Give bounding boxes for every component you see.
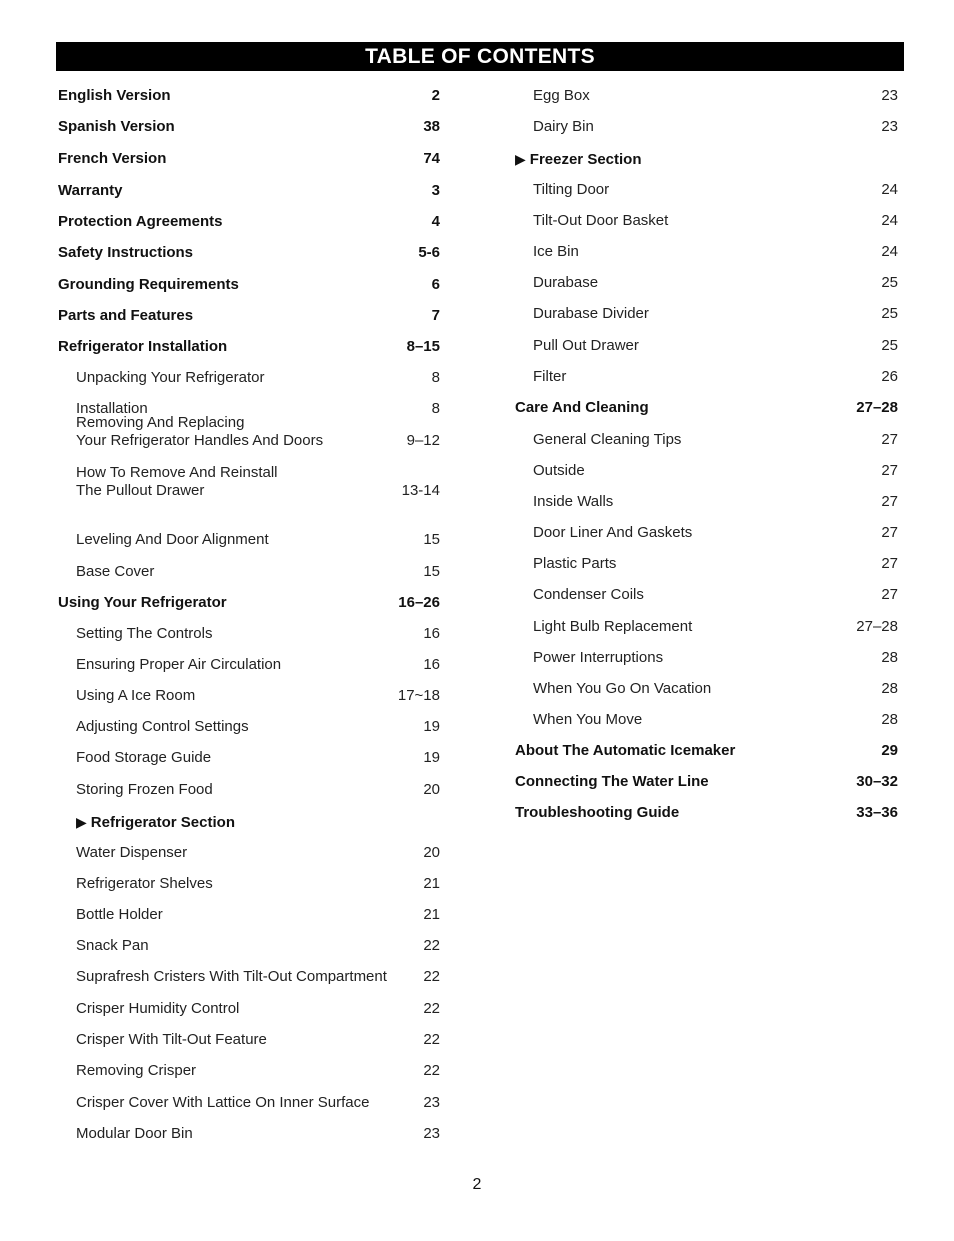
toc-sub-entry [58,1000,440,1018]
toc-sub-entry [58,937,440,955]
toc-entry-page: 38 [423,118,440,135]
toc-sub-entry [58,1125,440,1143]
toc-entry-label: English Version [58,87,171,104]
toc-entry-label: Connecting The Water Line [515,773,709,790]
toc-entry-label: Unpacking Your Refrigerator [76,369,265,386]
toc-entry [515,742,898,760]
toc-entry-label: Grounding Requirements [58,276,239,293]
toc-entry-page: 27 [881,431,898,448]
toc-entry-label: Troubleshooting Guide [515,804,680,821]
toc-sub-entry [515,87,898,105]
toc-sub-entry [58,625,440,643]
toc-sub-entry [58,781,440,799]
toc-entry-page: 30–32 [856,773,898,790]
toc-entry-label: Adjusting Control Settings [76,718,249,735]
toc-entry-page: 27 [881,462,898,479]
toc-entry-page: 3 [431,182,440,199]
toc-entry-page: 22 [423,1062,440,1079]
toc-entry-page: 15 [423,531,440,548]
toc-entry-label: Using Your Refrigerator [58,594,227,611]
toc-entry-label: Egg Box [533,87,590,104]
toc-sub-entry [58,906,440,924]
toc-entry-label: Refrigerator Installation [58,338,228,355]
toc-sub-entry [515,649,898,667]
toc-entry-label [58,813,235,832]
toc-entry-label: Care And Cleaning [515,399,649,416]
toc-entry-label: Installation [76,400,148,417]
toc-entry [515,399,898,417]
toc-entry [58,594,440,612]
toc-entry-page: 16 [423,625,440,642]
toc-entry-page: 9–12 [406,432,440,449]
toc-section-label: Refrigerator Section [90,814,235,831]
toc-sub-entry [58,414,440,450]
toc-sub-entry [515,586,898,604]
toc-entry-label: Outside [533,462,585,479]
toc-entry-label: Light Bulb Replacement [533,618,693,635]
toc-entry-page: 19 [423,718,440,735]
toc-entry-label: Leveling And Door Alignment [76,531,269,548]
toc-sub-entry [515,118,898,136]
toc-entry-page: 22 [423,937,440,954]
toc-entry [515,804,898,822]
toc-sub-entry [515,711,898,729]
toc-entry-page: 24 [881,243,898,260]
toc-sub-entry [58,1031,440,1049]
toc-entry-label: Dairy Bin [533,118,594,135]
toc-entry-page: 23 [881,87,898,104]
toc-entry-page: 23 [423,1094,440,1111]
toc-sub-entry [58,844,440,862]
toc-entry-page: 27 [881,555,898,572]
toc-entry-page: 23 [423,1125,440,1142]
toc-entry-page: 20 [423,844,440,861]
toc-entry-page: 16 [423,656,440,673]
toc-entry-page: 8–15 [406,338,440,355]
toc-entry [58,150,440,168]
toc-entry-page: 28 [881,711,898,728]
toc-entry-page: 29 [881,742,898,759]
toc-sub-entry [515,462,898,480]
toc-entry-page: 17~18 [397,687,440,704]
toc-entry-label: Ice Bin [533,243,579,260]
toc-entry-page: 8 [431,369,440,386]
toc-entry-page: 21 [423,906,440,923]
toc-entry [58,276,440,294]
toc-entry-label: Safety Instructions [58,244,194,261]
toc-entry-label: Using A Ice Room [76,687,196,704]
toc-entry-label: How To Remove And Reinstall The Pullout Drawer [76,464,278,499]
toc-entry-page: 33–36 [856,804,898,821]
toc-sub-entry [515,493,898,511]
toc-entry-label: Filter [533,368,567,385]
toc-sub-entry [58,968,440,986]
triangle-right-icon: ▶ [515,151,526,167]
toc-entry-page: 27 [881,586,898,603]
toc-entry-page: 20 [423,781,440,798]
toc-sub-entry [515,181,898,199]
toc-entry-page: 28 [881,680,898,697]
toc-entry-label: Parts and Features [58,307,194,324]
toc-sub-entry [58,687,440,705]
toc-entry-page: 21 [423,875,440,892]
toc-sub-entry [58,531,440,549]
toc-sub-entry [58,464,440,500]
toc-entry-label: When You Move [533,711,643,728]
toc-entry-label: Setting The Controls [76,625,213,642]
toc-entry-label: Condenser Coils [533,586,644,603]
toc-entry-page: 23 [881,118,898,135]
toc-entry-label: Tilt-Out Door Basket [533,212,669,229]
toc-sub-entry [58,1062,440,1080]
toc-entry-label: Ensuring Proper Air Circulation [76,656,282,673]
toc-sub-entry [58,656,440,674]
toc-entry-page: 2 [431,87,440,104]
toc-sub-entry [515,618,898,636]
toc-sub-entry [515,431,898,449]
toc-section-heading [58,813,440,832]
toc-sub-entry [58,749,440,767]
toc-sub-entry [515,212,898,230]
toc-entry-label: Modular Door Bin [76,1125,193,1142]
toc-entry-page: 25 [881,337,898,354]
toc-entry-page: 22 [423,968,440,985]
toc-entry-label: Durabase Divider [533,305,649,322]
toc-entry-label: Door Liner And Gaskets [533,524,693,541]
toc-entry-label: Inside Walls [533,493,614,510]
toc-entry [58,87,440,105]
toc-entry-label: Spanish Version [58,118,175,135]
toc-sub-entry [58,563,440,581]
toc-entry [58,244,440,262]
toc-entry-page: 6 [431,276,440,293]
toc-entry [515,773,898,791]
toc-entry-label: Durabase [533,274,599,291]
toc-entry-label: Base Cover [76,563,155,580]
toc-entry-page: 8 [431,400,440,417]
toc-entry-label: Suprafresh Cristers With Tilt-Out Compartment [76,968,387,985]
toc-sub-entry [58,369,440,387]
toc-entry-label: French Version [58,150,167,167]
toc-section-heading [515,150,898,169]
toc-sub-entry [58,875,440,893]
toc-entry-label: Pull Out Drawer [533,337,639,354]
toc-entry-page: 5-6 [418,244,440,261]
toc-sub-entry [515,243,898,261]
toc-entry-label: Food Storage Guide [76,749,212,766]
toc-entry-label: Power Interruptions [533,649,664,666]
toc-entry [58,118,440,136]
toc-entry-label: Protection Agreements [58,213,223,230]
toc-entry-label: Crisper Cover With Lattice On Inner Surface [76,1094,370,1111]
toc-entry-label: When You Go On Vacation [533,680,712,697]
toc-entry-page: 22 [423,1031,440,1048]
toc-sub-entry [58,718,440,736]
toc-entry-label: Crisper Humidity Control [76,1000,240,1017]
toc-entry-label: Removing And Replacing Your Refrigerator Handles And Doors [76,414,324,449]
toc-entry [58,213,440,231]
toc-entry [58,307,440,325]
toc-entry-page: 13-14 [401,482,440,499]
toc-entry-label: Crisper With Tilt-Out Feature [76,1031,267,1048]
toc-sub-entry [515,368,898,386]
toc-entry-page: 16–26 [398,594,440,611]
toc-sub-entry [515,680,898,698]
toc-entry-label: Storing Frozen Food [76,781,213,798]
toc-sub-entry [515,274,898,292]
toc-entry-label: About The Automatic Icemaker [515,742,736,759]
toc-entry-page: 28 [881,649,898,666]
toc-entry-label: Removing Crisper [76,1062,197,1079]
toc-entry-page: 7 [431,307,440,324]
toc-entry-label: Bottle Holder [76,906,163,923]
toc-entry-page: 4 [431,213,440,230]
toc-entry-page: 24 [881,212,898,229]
toc-entry-page: 27 [881,493,898,510]
toc-entry-page: 22 [423,1000,440,1017]
toc-entry-label: Refrigerator Shelves [76,875,213,892]
toc-sub-entry [515,305,898,323]
toc-entry [58,182,440,200]
toc-entry-page: 74 [423,150,440,167]
toc-entry-label: Snack Pan [76,937,149,954]
toc-entry-page: 25 [881,305,898,322]
page-number: 2 [472,1176,482,1193]
toc-entry-page: 27–28 [856,618,898,635]
toc-entry-page: 19 [423,749,440,766]
toc-entry-page: 25 [881,274,898,291]
toc-section-label: Freezer Section [529,151,642,168]
toc-sub-entry [58,1094,440,1112]
toc-entry-page: 27–28 [856,399,898,416]
page-title: TABLE OF CONTENTS [56,42,904,71]
toc-entry-page: 26 [881,368,898,385]
toc-entry-label: Warranty [58,182,123,199]
toc-sub-entry [515,524,898,542]
toc-sub-entry [515,337,898,355]
toc-entry-page: 15 [423,563,440,580]
toc-entry-label: Tilting Door [533,181,610,198]
toc-entry-page: 24 [881,181,898,198]
triangle-right-icon: ▶ [76,814,87,830]
toc-entry-label: General Cleaning Tips [533,431,682,448]
toc-entry-label [515,150,642,169]
toc-entry-label: Water Dispenser [76,844,188,861]
toc-entry-page: 27 [881,524,898,541]
toc-entry [58,338,440,356]
toc-sub-entry [515,555,898,573]
toc-entry-label: Plastic Parts [533,555,617,572]
